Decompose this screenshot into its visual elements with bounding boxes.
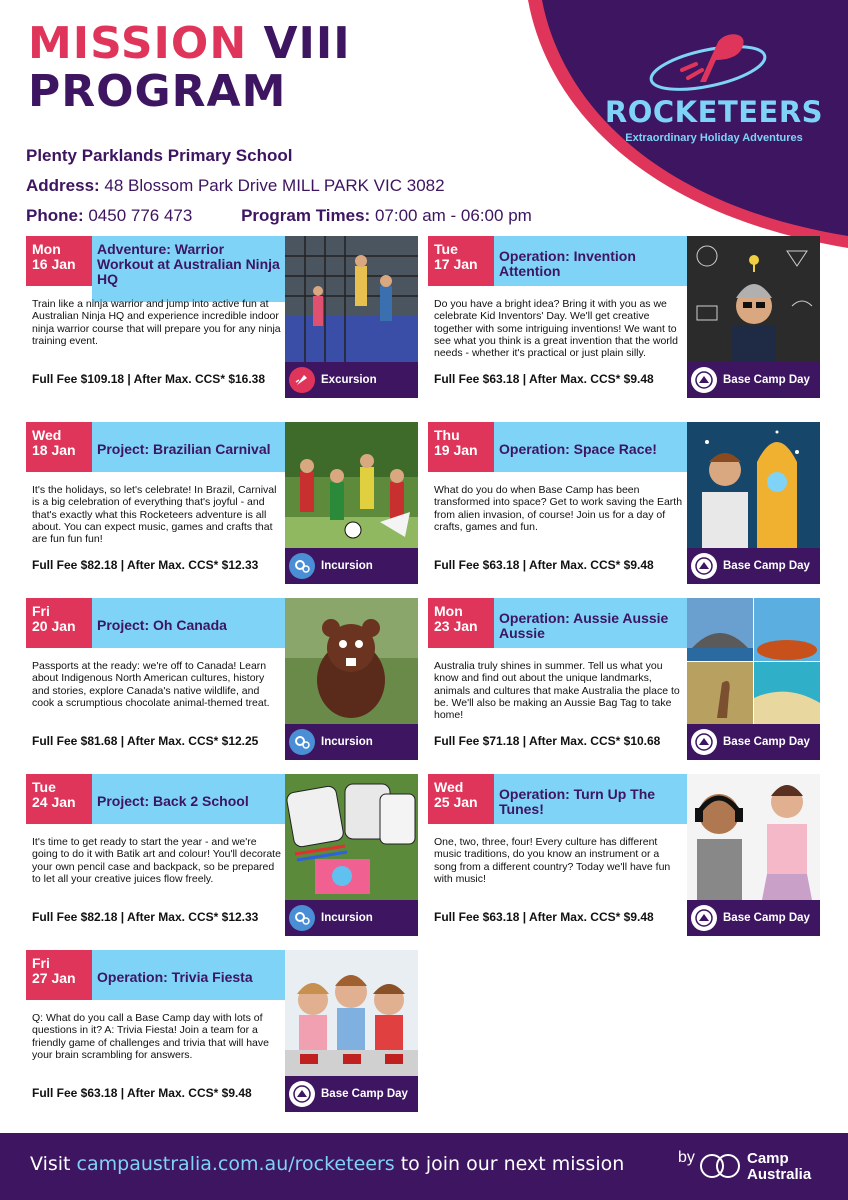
base-camp-icon [691,553,717,579]
day-date-label: Mon 16 Jan [26,236,92,286]
footer-rest-text: to join our next mission [400,1153,625,1175]
day-date-label: Tue 24 Jan [26,774,92,824]
activity-fee: Full Fee $71.18 | After Max. CCS* $10.68 [434,734,661,748]
activity-name: Adventure: Warrior Workout at Australian Ninja HQ [92,236,285,302]
program-day-card [26,774,418,936]
activity-type-badge [687,548,820,584]
footer-url-link[interactable]: campaustralia.com.au/rocketeers [76,1153,395,1175]
activity-type-badge [285,724,418,760]
activity-name: Project: Back 2 School [92,774,285,824]
activity-fee: Full Fee $82.18 | After Max. CCS* $12.33 [32,910,259,924]
activity-name: Operation: Trivia Fiesta [92,950,285,1000]
activity-photo-inventor [687,236,820,362]
activity-fee: Full Fee $109.18 | After Max. CCS* $16.38 [32,372,266,386]
rocket-icon [289,367,315,393]
camp-australia-logo-icon [698,1151,744,1186]
activity-type-label: Base Camp Day [321,1088,408,1100]
title-word-mission: MISSION [28,18,248,69]
gears-icon [289,905,315,931]
address-label: Address: [26,176,100,195]
program-day-card [428,774,820,936]
rocket-logo-icon [600,20,830,150]
gears-icon [289,729,315,755]
activity-fee: Full Fee $81.68 | After Max. CCS* $12.25 [32,734,259,748]
activity-type-badge [285,548,418,584]
activity-photo-trivia-kids [285,950,418,1076]
activity-name: Operation: Aussie Aussie Aussie [494,598,687,648]
footer [0,1133,848,1200]
page-title [28,18,351,117]
program-day-card [428,422,820,584]
gears-icon [289,553,315,579]
activity-description: Passports at the ready: we're off to Canada! Learn about Indigenous North American cultures, history and stories, explore Canada's native wildlife, and cook a scrumptious chocolate animal-themed treat. [32,660,270,709]
activity-type-label: Incursion [321,560,373,572]
activity-photo-carnival [285,422,418,548]
activity-name: Project: Oh Canada [92,598,285,648]
activity-type-label: Excursion [321,374,377,386]
title-word-number: VIII [263,18,351,69]
activity-description: Train like a ninja warrior and jump into active fun at Australian Ninja HQ and experience incredible indoor ninja warrior course that will prepare you for any ninja training event. [32,298,281,347]
activity-type-label: Base Camp Day [723,560,810,572]
activity-name: Operation: Turn Up The Tunes! [494,774,687,824]
activity-name: Operation: Space Race! [494,422,687,472]
activity-type-label: Base Camp Day [723,374,810,386]
activity-photo-ninja-course [285,236,418,362]
program-day-card [428,236,820,398]
activity-description: Do you have a bright idea? Bring it with you as we celebrate Kid Inventors' Day. We'll get creative together with some intriguing inventions! We want to see what you think is a great invention that the world needs - whether it's practical or just plain silly. [434,298,678,360]
activity-photo-music-kids [687,774,820,900]
address-line [26,176,445,196]
day-date-label: Wed 25 Jan [428,774,494,824]
activity-description: One, two, three, four! Every culture has different music traditions, do you know an instrument or a song from a different country? Today we'll have fun with music! [434,836,671,885]
activity-type-badge [285,900,418,936]
activity-photo-space [687,422,820,548]
day-date-label: Tue 17 Jan [428,236,494,286]
activity-type-badge [687,900,820,936]
program-day-card [26,236,418,398]
brand-tagline: Extraordinary Holiday Adventures [625,132,803,144]
activity-type-badge [687,724,820,760]
day-date-label: Wed 18 Jan [26,422,92,472]
activity-description: It's time to get ready to start the year - and we're going to do it with Batik art and colour! You'll decorate your own pencil case and backpack, so be prepared to let all your creative juices flow freely. [32,836,281,885]
activity-description: Q: What do you call a Base Camp day with lots of questions in it? A: Trivia Fiesta! Join a team for a friendly game of challenges and trivia that will have your brain scrambling for answers. [32,1012,269,1061]
activity-type-label: Incursion [321,736,373,748]
activity-type-badge [687,362,820,398]
day-date-label: Mon 23 Jan [428,598,494,648]
camp-australia-wordmark: Camp Australia [747,1150,812,1183]
day-date-label: Fri 20 Jan [26,598,92,648]
base-camp-icon [289,1081,315,1107]
address-value: 48 Blossom Park Drive MILL PARK VIC 3082 [104,176,445,195]
activity-description: Australia truly shines in summer. Tell us what you know and find out about the unique landmarks, animals and cultures that make Australia the place to be. We'll also be making an Aussie Bag Tag to take home! [434,660,680,722]
activity-type-label: Base Camp Day [723,912,810,924]
program-day-card [26,422,418,584]
activity-fee: Full Fee $63.18 | After Max. CCS* $9.48 [434,372,654,386]
activity-name: Project: Brazilian Carnival [92,422,285,472]
activity-type-label: Base Camp Day [723,736,810,748]
contact-line [26,206,532,226]
base-camp-icon [691,905,717,931]
footer-by-text: by [678,1149,695,1166]
footer-visit-text: Visit [30,1153,71,1175]
phone-value: 0450 776 473 [88,206,193,225]
base-camp-icon [691,367,717,393]
activity-fee: Full Fee $63.18 | After Max. CCS* $9.48 [434,910,654,924]
footer-cta [30,1153,624,1175]
activity-name: Operation: Invention Attention [494,236,687,286]
activity-description: What do you do when Base Camp has been transformed into space? Get to work saving the Earth from alien invasion, of course! Join us for a day of crafts, games and fun. [434,484,683,533]
school-name: Plenty Parklands Primary School [26,146,293,165]
activity-description: It's the holidays, so let's celebrate! In Brazil, Carnival is a big celebration of everything that's joyful - and that's exactly what this Rocketeers adventure is all about. You can expect music, games and crafts that are fun fun fun! [32,484,277,546]
activity-fee: Full Fee $63.18 | After Max. CCS* $9.48 [32,1086,252,1100]
activity-photo-australia-collage [687,598,820,724]
activity-fee: Full Fee $82.18 | After Max. CCS* $12.33 [32,558,259,572]
program-day-card [26,950,418,1112]
times-label: Program Times: [241,206,371,225]
program-day-card [428,598,820,760]
phone-label: Phone: [26,206,84,225]
activity-photo-beaver-treat [285,598,418,724]
activity-type-label: Incursion [321,912,373,924]
activity-photo-pencil-cases [285,774,418,900]
brand-name: ROCKETEERS [604,95,824,129]
times-value: 07:00 am - 06:00 pm [374,206,532,225]
base-camp-icon [691,729,717,755]
title-word-program: PROGRAM [28,66,287,117]
activity-type-badge [285,362,418,398]
activity-type-badge [285,1076,418,1112]
day-date-label: Thu 19 Jan [428,422,494,472]
activity-fee: Full Fee $63.18 | After Max. CCS* $9.48 [434,558,654,572]
day-date-label: Fri 27 Jan [26,950,92,1000]
program-day-card [26,598,418,760]
